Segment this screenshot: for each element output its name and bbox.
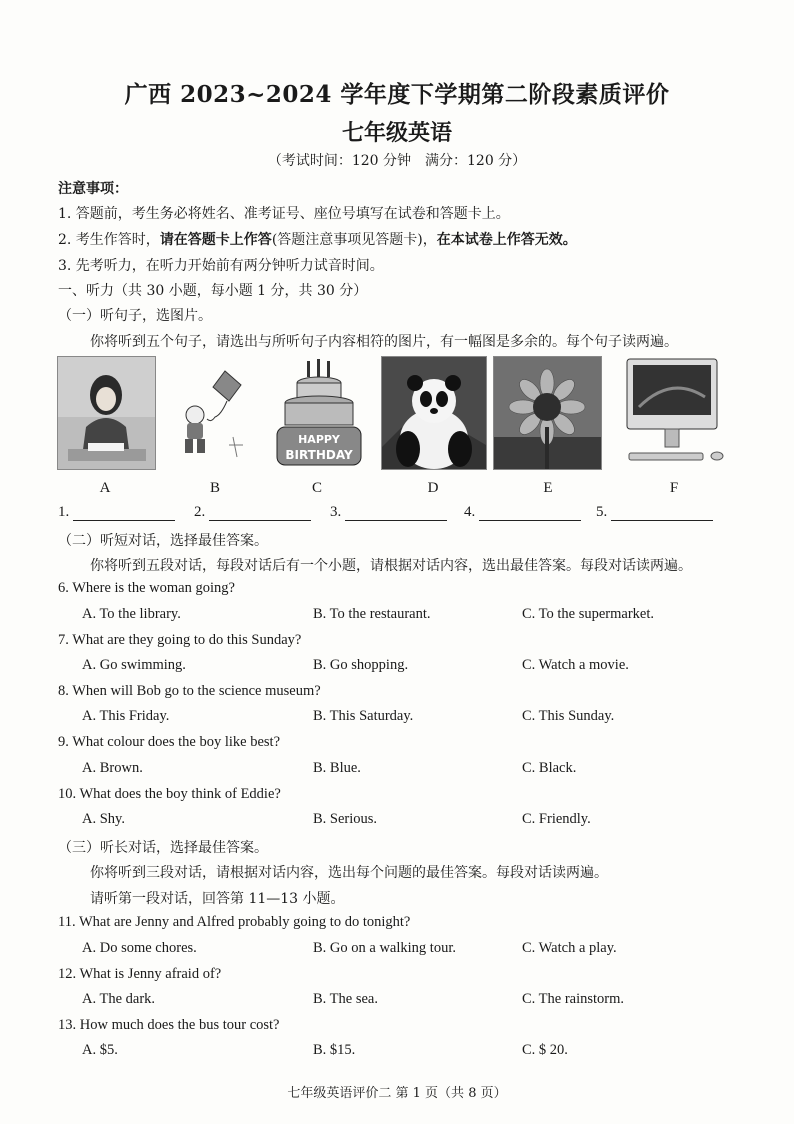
question-6: 6. Where is the woman going? — [58, 580, 235, 596]
q12-option-b[interactable]: B. The sea. — [313, 991, 378, 1007]
picture-e-label: E — [543, 480, 553, 496]
q9-option-b[interactable]: B. Blue. — [313, 760, 361, 776]
question-8: 8. When will Bob go to the science museum? — [58, 683, 321, 699]
section3-heading: （三）听长对话，选择最佳答案。 — [58, 840, 268, 856]
answer-blank-1[interactable]: 1. — [58, 504, 175, 521]
picture-a — [57, 356, 156, 470]
question-9: 9. What colour does the boy like best? — [58, 734, 281, 750]
q10-option-a[interactable]: A. Shy. — [82, 811, 125, 827]
exam-info: （考试时间：120 分钟 满分：120 分） — [267, 153, 527, 169]
sunflower-icon — [494, 357, 601, 469]
q12-option-a[interactable]: A. The dark. — [82, 991, 156, 1007]
question-12: 12. What is Jenny afraid of? — [58, 966, 222, 982]
page-subtitle: 七年级英语 — [341, 120, 452, 146]
picture-b-label: B — [209, 480, 220, 496]
picture-d — [381, 356, 487, 470]
section2-heading: （二）听短对话，选择最佳答案。 — [58, 533, 268, 549]
q8-option-a[interactable]: A. This Friday. — [82, 708, 170, 724]
page-footer: 七年级英语评价二 第 1 页（共 8 页） — [287, 1086, 507, 1101]
note-item-3: 3. 先考听力，在听力开始前有两分钟听力试音时间。 — [58, 258, 384, 274]
q8-option-b[interactable]: B. This Saturday. — [313, 708, 414, 724]
section3-instruction: 你将听到三段对话，请根据对话内容，选出每个问题的最佳答案。每段对话读两遍。 — [90, 865, 608, 881]
q9-option-c[interactable]: C. Black. — [522, 760, 577, 776]
q6-option-b[interactable]: B. To the restaurant. — [313, 606, 431, 622]
question-10: 10. What does the boy think of Eddie? — [58, 786, 281, 802]
q7-option-a[interactable]: A. Go swimming. — [82, 657, 186, 673]
q6-option-c[interactable]: C. To the supermarket. — [522, 606, 655, 622]
answer-blank-5[interactable]: 5. — [596, 504, 713, 521]
picture-c — [273, 356, 365, 470]
section1-instruction: 你将听到五个句子，请选出与所听句子内容相符的图片，有一幅图是多余的。每个句子读两遍。 — [90, 334, 678, 350]
q9-option-a[interactable]: A. Brown. — [82, 760, 143, 776]
q13-option-a[interactable]: A. $5. — [82, 1042, 118, 1058]
picture-d-label: D — [427, 480, 439, 496]
question-13: 13. How much does the bus tour cost? — [58, 1017, 280, 1033]
cake-banner-text: HAPPY — [298, 433, 340, 446]
section3-sub-instruction: 请听第一段对话，回答第 11—13 小题。 — [90, 891, 345, 907]
page-title: 广西 2023~2024 学年度下学期第二阶段素质评价 — [124, 81, 670, 108]
q13-option-b[interactable]: B. $15. — [313, 1042, 356, 1058]
q7-option-c[interactable]: C. Watch a movie. — [522, 657, 629, 673]
q7-option-b[interactable]: B. Go shopping. — [313, 657, 409, 673]
question-7: 7. What are they going to do this Sunday? — [58, 632, 302, 648]
q10-option-c[interactable]: C. Friendly. — [522, 811, 591, 827]
birthday-cake-icon — [274, 357, 364, 469]
answer-blank-4[interactable]: 4. — [464, 504, 581, 521]
note-item-2-part-a: 2. 考生作答时， — [58, 232, 160, 248]
q12-option-c[interactable]: C. The rainstorm. — [522, 991, 625, 1007]
q11-option-c[interactable]: C. Watch a play. — [522, 940, 617, 956]
cake-banner-text: BIRTHDAY — [285, 448, 353, 462]
notes-heading: 注意事项： — [58, 181, 128, 197]
q8-option-c[interactable]: C. This Sunday. — [522, 708, 615, 724]
picture-f — [620, 356, 732, 470]
part1-heading: 一、听力（共 30 小题，每小题 1 分，共 30 分） — [58, 283, 368, 299]
q6-option-a[interactable]: A. To the library. — [82, 606, 181, 622]
note-item-2-part-d: 在本试卷上作答无效。 — [436, 232, 577, 248]
picture-f-label: F — [669, 480, 679, 496]
panda-icon — [382, 357, 486, 469]
picture-c-label: C — [311, 480, 322, 496]
q11-option-b[interactable]: B. Go on a walking tour. — [313, 940, 456, 956]
q10-option-b[interactable]: B. Serious. — [313, 811, 378, 827]
question-11: 11. What are Jenny and Alfred probably going to do tonight? — [58, 914, 411, 930]
note-item-2 — [58, 229, 577, 249]
computer-icon — [621, 357, 731, 469]
note-item-2-part-b: 请在答题卡上作答 — [159, 232, 272, 248]
section2-instruction: 你将听到五段对话，每段对话后有一个小题，请根据对话内容，选出最佳答案。每段对话读两遍。 — [90, 558, 692, 574]
note-item-1: 1. 答题前，考生务必将姓名、准考证号、座位号填写在试卷和答题卡上。 — [58, 206, 510, 222]
boy-kite-icon — [167, 357, 263, 469]
answer-blank-3[interactable]: 3. — [330, 504, 447, 521]
note-item-2-part-c: (答题注意事项见答题卡)， — [271, 232, 437, 248]
picture-e — [493, 356, 602, 470]
picture-b — [166, 356, 264, 470]
q13-option-c[interactable]: C. $ 20. — [522, 1042, 568, 1058]
section1-heading: （一）听句子，选图片。 — [58, 308, 212, 324]
picture-a-label: A — [99, 480, 111, 496]
answer-blank-2[interactable]: 2. — [194, 504, 311, 521]
girl-writing-icon — [58, 357, 155, 469]
q11-option-a[interactable]: A. Do some chores. — [82, 940, 197, 956]
